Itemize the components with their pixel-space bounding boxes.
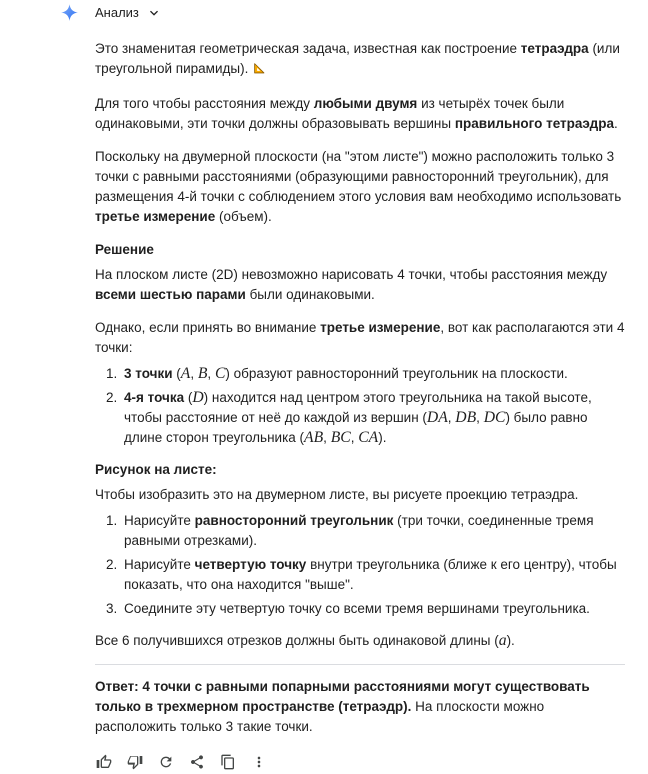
- list-item: 2. Нарисуйте четвертую точку внутри треугольника (ближе к его центру), чтобы показать, что она находится "выше".: [121, 555, 625, 595]
- math-text: a: [498, 632, 507, 649]
- divider: [95, 664, 625, 665]
- response-body: [95, 3, 625, 774]
- math-text: C: [214, 365, 226, 382]
- copy-icon: [220, 754, 236, 770]
- paragraph: Поскольку на двумерной плоскости (на "этом листе") можно расположить только 3 точки с равными расстояниями (образующими равносторонний треугольник), для размещения 4-й точки с соблюдением этого условия вам необходимо использовать третье измерение (объем).: [95, 149, 622, 224]
- bold-text: четвертую точку: [194, 557, 307, 572]
- list-item: 1. 3 точки (A, B, C) образуют равносторонний треугольник на плоскости.: [121, 364, 625, 384]
- paragraph: Все 6 получившихся отрезков должны быть одинаковой длины (a).: [95, 632, 515, 649]
- regenerate-button[interactable]: [154, 750, 178, 774]
- numbered-list: [95, 511, 625, 619]
- list-item: 1. Нарисуйте равносторонний треугольник (три точки, соединенные тремя равными отрезками).: [121, 511, 625, 551]
- thumbs-up-button[interactable]: [92, 750, 116, 774]
- logo-column: [60, 3, 79, 774]
- response-content: [95, 39, 625, 737]
- bold-text: третье измерение: [95, 209, 216, 224]
- bold-text: тетраэдра: [520, 41, 589, 56]
- paragraph: Это знаменитая геометрическая задача, известная как построение тетраэдра (или треугольной пирамиды).: [95, 39, 625, 81]
- bold-text: Ответ: 4 точки с равными попарными расстояниями могут существовать только в трехмерном пространстве (тетраэдр).: [95, 679, 590, 714]
- paragraph: На плоском листе (2D) невозможно нарисовать 4 точки, чтобы расстояния между всеми шестью парами были одинаковыми.: [95, 267, 608, 302]
- math-text: B: [197, 365, 208, 382]
- chevron-down-icon: [146, 5, 162, 21]
- math-text: AB: [304, 429, 324, 446]
- section-heading: [95, 240, 625, 260]
- share-button[interactable]: [185, 750, 209, 774]
- triangular-ruler-emoji: [252, 61, 266, 81]
- copy-button[interactable]: [216, 750, 240, 774]
- math-text: CA: [358, 429, 379, 446]
- bold-text: третье измерение: [320, 320, 441, 335]
- bold-text: Решение: [95, 242, 154, 257]
- math-text: A: [180, 365, 191, 382]
- math-text: DC: [483, 409, 506, 426]
- list-item: 2. 4-я точка (D) находится над центром этого треугольника на такой высоте, чтобы расстояние от неё до каждой из вершин (DA, DB, DC) было равно длине сторон треугольника (AB, BC, CA).: [121, 388, 625, 448]
- response-actions: [92, 750, 625, 774]
- thumbs-down-icon: [127, 754, 143, 770]
- chevron-down-icon: [146, 5, 162, 21]
- numbered-list: [95, 364, 625, 448]
- share-icon: [189, 754, 205, 770]
- more-options-button[interactable]: [247, 750, 271, 774]
- math-text: BC: [330, 429, 351, 446]
- section-heading: [95, 460, 625, 480]
- bold-text: правильного тетраэдра: [454, 116, 614, 131]
- more-options-icon: [251, 754, 267, 770]
- thumbs-down-button[interactable]: [123, 750, 147, 774]
- bold-text: 4-я точка: [124, 390, 185, 405]
- math-text: DA: [426, 409, 448, 426]
- bold-text: равносторонний треугольник: [194, 513, 394, 528]
- math-text: DB: [455, 409, 477, 426]
- bold-text: 3 точки: [124, 366, 173, 381]
- paragraph: Однако, если принять во внимание третье измерение, вот как располагаются эти 4 точки:: [95, 320, 625, 355]
- paragraph: Для того чтобы расстояния между любыми двумя из четырёх точек были одинаковыми, эти точки должны образовывать вершины правильного тетраэдра.: [95, 96, 618, 131]
- paragraph: Ответ: 4 точки с равными попарными расстояниями могут существовать только в трехмерном пространстве (тетраэдр). На плоскости можно расположить только 3 такие точки.: [95, 679, 590, 734]
- math-text: D: [192, 389, 204, 406]
- bold-text: всеми шестью парами: [95, 287, 246, 302]
- analysis-label: Анализ: [95, 5, 139, 20]
- list-item: 3. Соедините эту четвертую точку со всеми тремя вершинами треугольника.: [121, 599, 625, 619]
- bold-text: Рисунок на листе:: [95, 462, 217, 477]
- analysis-dropdown-toggle[interactable]: [95, 3, 162, 23]
- thumbs-up-icon: [96, 754, 112, 770]
- regenerate-icon: [158, 754, 174, 770]
- paragraph: Чтобы изобразить это на двумерном листе, вы рисуете проекцию тетраэдра.: [95, 487, 579, 502]
- bold-text: любыми двумя: [313, 96, 418, 111]
- gemini-sparkle-icon: [60, 3, 79, 22]
